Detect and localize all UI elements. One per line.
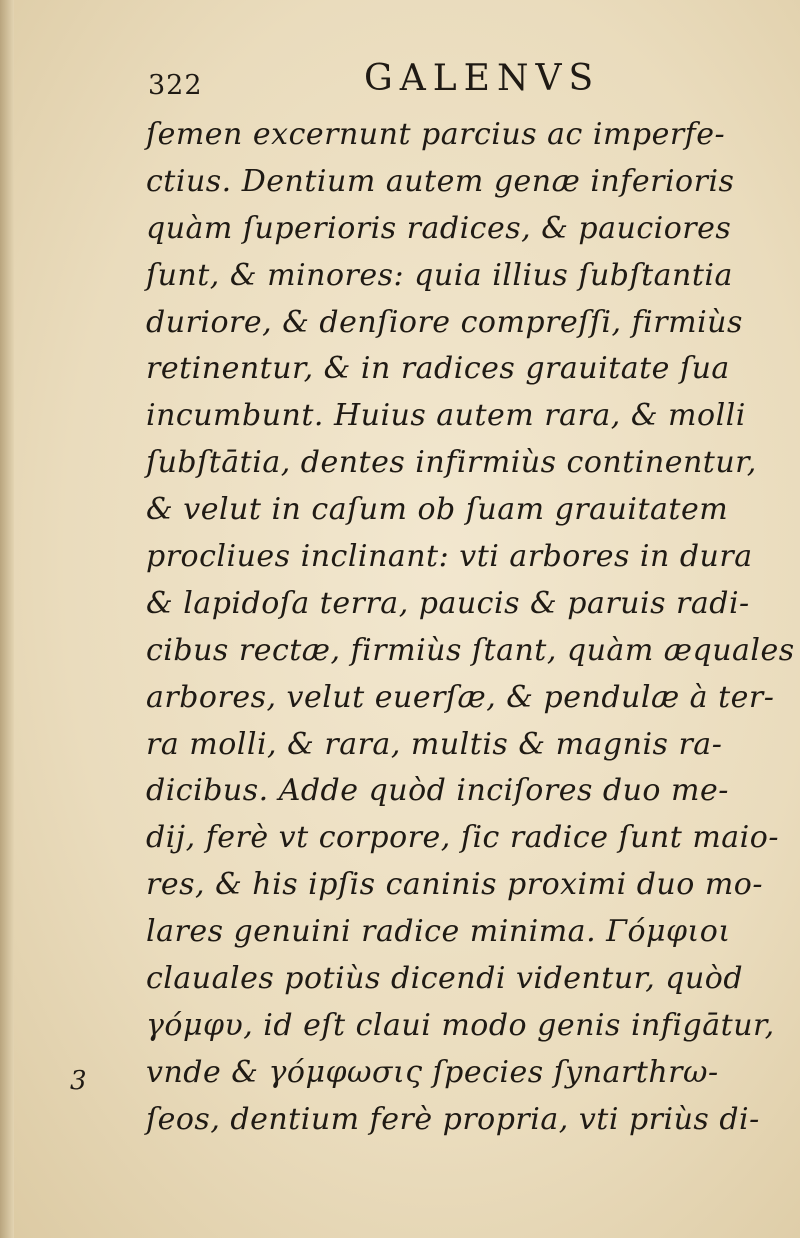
text-line: arbores, velut euerſæ, & pendulæ à ter- <box>146 679 775 715</box>
text-line: clauales potiùs dicendi videntur, quòd <box>146 961 744 997</box>
text-line: cibus rectæ, firmiùs ſtant, quàm æquales <box>146 632 795 668</box>
text-line: incumbunt. Huius autem rara, & molli <box>146 398 746 434</box>
text-line: vnde & γόμφωσις ſpecies ſynarthrω- <box>146 1054 719 1090</box>
page-header <box>148 58 748 108</box>
page-gutter-shadow <box>0 0 14 1238</box>
text-line: & velut in caſum ob ſuam grauitatem <box>146 492 729 528</box>
body-text <box>146 112 795 1144</box>
text-line: ſeos, dentium ferè propria, vti priùs di- <box>146 1101 760 1137</box>
text-line: ra molli, & rara, multis & magnis ra- <box>146 726 723 762</box>
text-line: dicibus. Adde quòd inciſores duo me- <box>146 773 729 809</box>
text-line: retinentur, & in radices grauitate ſua <box>146 351 730 387</box>
text-line: & lapidoſa terra, paucis & paruis radi- <box>146 585 750 621</box>
text-line: duriore, & denſiore compreſſi, firmiùs <box>146 304 743 340</box>
page-number: 322 <box>148 70 203 101</box>
margin-note: 3 <box>70 1066 87 1096</box>
text-line: procliues inclinant: vti arbores in dura <box>146 539 753 575</box>
text-line: dij, ferè vt corpore, ſic radice ſunt maio- <box>146 820 779 856</box>
text-line: ctius. Dentium autem genæ inferioris <box>146 163 735 199</box>
text-line: ſunt, & minores: quia illius ſubſtantia <box>146 257 733 293</box>
text-line: γόμφυ, id eſt claui modo genis infigātur, <box>146 1007 775 1043</box>
text-line: lares genuini radice minima. Γόμφιοι <box>146 914 731 950</box>
text-line: ſemen excernunt parcius ac imperfe- <box>146 117 726 152</box>
text-line: ſubſtātia, dentes infirmiùs continentur, <box>146 445 757 481</box>
text-line: res, & his ipſis caninis proximi duo mo- <box>146 867 763 903</box>
running-head: GALENVS <box>364 58 601 99</box>
text-line: quàm ſuperioris radices, & pauciores <box>146 210 732 246</box>
